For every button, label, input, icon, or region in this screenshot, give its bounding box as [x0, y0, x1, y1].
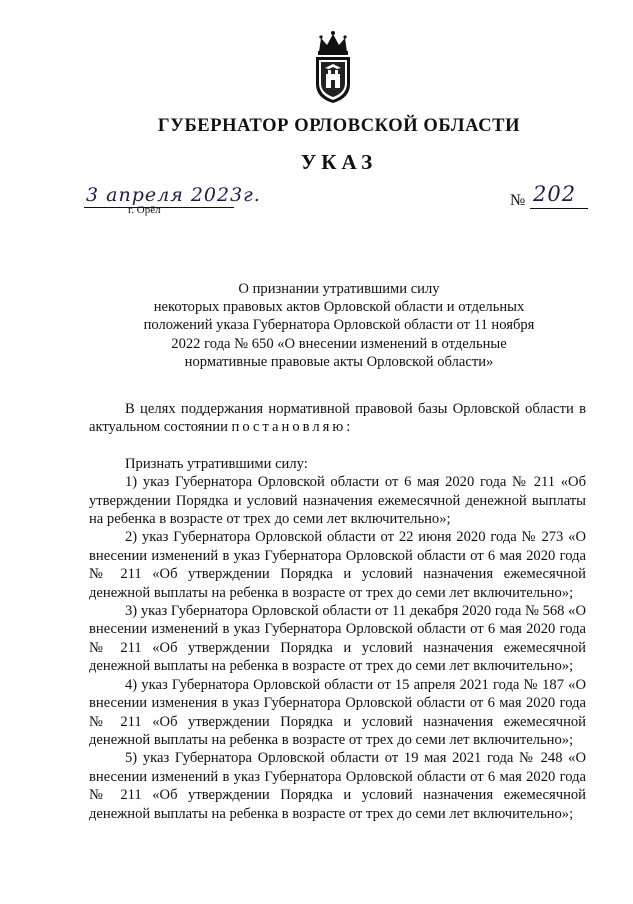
number-sign: №: [510, 192, 526, 209]
preamble-paragraph: [89, 400, 586, 437]
title-line: 2022 года № 650 «О внесении изменений в отдельные: [171, 335, 507, 352]
coat-of-arms-emblem: [311, 30, 355, 104]
list-item: 5) указ Губернатора Орловской области от 19 мая 2021 года № 248 «О внесении изменений в указ Губернатора Орловской области от 6 мая 2020 года № 211 «Об утверждении Порядка и условий назначения ежемесячной денежной выплаты на ребенка в возрасте от трех до семи лет включительно»;: [89, 750, 586, 822]
handwritten-date: 3 апреля 2023г.: [86, 184, 261, 206]
title-line: положений указа Губернатора Орловской области от 11 ноября: [143, 317, 535, 334]
list-item: 4) указ Губернатора Орловской области от 15 апреля 2021 года № 187 «О внесении изменения в указ Губернатора Орловской области от 6 мая 2020 года № 211 «Об утверждении Порядка и условий назначения ежемесячной денежной выплаты на ребенка в возрасте от трех до семи лет включительно»;: [89, 676, 586, 748]
list-item: 2) указ Губернатора Орловской области от 22 июня 2020 года № 273 «О внесении изменений в указ Губернатора Орловской области от 6 мая 2020 года № 211 «Об утверждении Порядка и условий назначения ежемесячной денежной выплаты на ребенка в возрасте от трех до семи лет включительно»;: [89, 529, 586, 601]
city-label: г. Орёл: [128, 204, 161, 216]
issuing-authority: ГУБЕРНАТОР ОРЛОВСКОЙ ОБЛАСТИ: [157, 116, 521, 136]
list-item: 1) указ Губернатора Орловской области от 6 мая 2020 года № 211 «Об утверждении Порядка и условий назначения ежемесячной денежной выплаты на ребенка в возрасте от трех до семи лет включительно»;: [89, 474, 586, 528]
decree-word: постановляю:: [231, 419, 354, 436]
number-underline: [530, 208, 588, 209]
decree-title: [118, 280, 560, 371]
document-type: УКАЗ: [300, 150, 378, 174]
list-item: 3) указ Губернатора Орловской области от 11 декабря 2020 года № 568 «О внесении изменений в указ Губернатора Орловской области от 6 мая 2020 года № 211 «Об утверждении Порядка и условий назначения ежемесячной денежной выплаты на ребенка в возрасте от трех до семи лет включительно»;: [89, 603, 586, 675]
preamble-text: В целях поддержания нормативной правовой базы Орловской области в актуальном состоянии: [89, 401, 586, 436]
decree-body: [89, 400, 586, 823]
title-line: О признании утратившими силу: [238, 281, 440, 297]
title-line: нормативные правовые акты Орловской области»: [184, 353, 494, 370]
title-line: некоторых правовых актов Орловской области и отдельных: [153, 299, 525, 316]
handwritten-number: 202: [533, 182, 577, 206]
list-intro: Признать утратившими силу:: [125, 455, 308, 472]
